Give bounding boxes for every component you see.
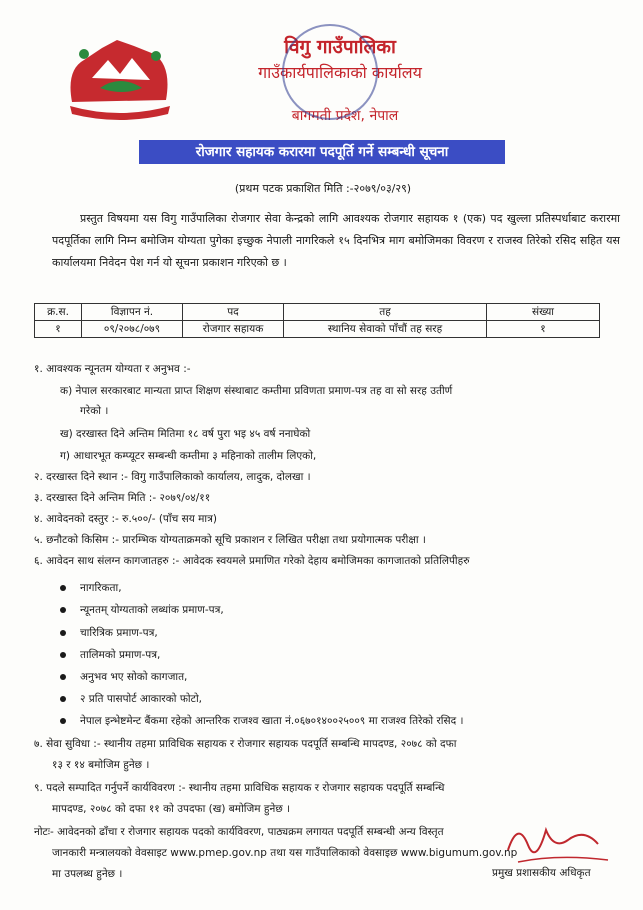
nepal-emblem-logo [62,30,177,120]
section-fee: ४. आवेदनको दस्तुर :- रु.५००/- (पाँच सय मात्र) [34,513,218,525]
table-header-cell: संख्या [487,304,600,321]
notice-title: रोजगार सहायक करारमा पदपूर्ति गर्ने सम्बन्धी सूचना [139,140,505,164]
table-cell: १ [487,321,600,338]
section-duties: ९. पदले सम्पादित गर्नुपर्ने कार्यविवरण :- स्थानीय तहमा प्राविधिक सहायक र रोजगार सहायक पदपूर्ति सम्बन्धि [34,782,445,794]
vacancy-table [34,303,600,338]
list-item: नागरिकता, [60,581,122,595]
section-location: २. दरखास्त दिने स्थान :- विगु गाउँपालिकाको कार्यालय, लादुक, दोलखा । [34,471,311,483]
bullet-icon [60,696,66,702]
table-header-cell: क्र.स. [35,304,82,321]
list-item: अनुभव भए सोको कागजात, [60,670,187,684]
qualification-b: ख) दरखास्त दिने अन्तिम मितिमा १८ वर्ष पुरा भइ ४५ वर्ष ननाघेको [60,428,311,440]
list-item: २ प्रति पासपोर्ट आकारको फोटो, [60,692,202,706]
table-row [35,321,600,338]
table-header-row [35,304,600,321]
table-header-cell: विज्ञापन नं. [82,304,183,321]
qualification-a: क) नेपाल सरकारबाट मान्यता प्राप्त शिक्षण संस्थाबाट कम्तीमा प्रविणता प्रमाण-पत्र तह वा सो सरह उतीर्ण [60,385,453,397]
table-header-cell: पद [183,304,284,321]
section-benefits-cont: १३ र १४ बमोजिम हुनेछ । [52,759,150,771]
signature-title: प्रमुख प्रशासकीय अधिकृत [492,867,591,879]
section-duties-cont: मापदण्ड, २०७८ को दफा ११ को उपदफा (ख) बमोजिम हुनेछ । [52,803,290,815]
bullet-icon [60,607,66,613]
section-documents: ६. आवेदन साथ संलग्न कागजातहरु :- आवेदक स्वयमले प्रमाणित गरेको देहाय बमोजिमका कागजातको प्रतिलिपीहरु [34,555,470,567]
qualification-c: ग) आधारभूत कम्प्यूटर सम्बन्धी कम्तीमा ३ महिनाको तालीम लिएको, [60,450,317,462]
office-stamp-icon [282,24,378,120]
section-qualification: १. आवश्यक न्यूनतम योग्यता र अनुभव :- [34,363,191,375]
table-header-cell: तह [284,304,487,321]
section-selection: ५. छनौटको किसिम :- प्रारम्भिक योग्यताक्रमको सूचि प्रकाशन र लिखित परीक्षा तथा प्रयोगात्मक परीक्षा । [34,534,426,546]
qualification-a-cont: गरेको । [80,405,109,417]
bullet-icon [60,674,66,680]
table-cell: ०९/२०७८/०७९ [82,321,183,338]
note-line-3: मा उपलब्ध हुनेछ । [52,868,123,880]
publish-date: (प्रथम पटक प्रकाशित मिति :-२०७९/०३/२९) [234,182,412,195]
note-line-1: नोटः- आवेदनको ढाँचा र रोजगार सहायक पदको कार्यविवरण, पाठ्यक्रम लगायत पदपूर्ति सम्बन्धी अन्य विस्तृत [34,826,444,838]
section-deadline: ३. दरखास्त दिने अन्तिम मिति :- २०७९/०४/११ [34,492,211,504]
office-subtitle: गाउँकार्यपालिकाको कार्यालय [258,63,422,82]
intro-paragraph: प्रस्तुत विषयमा यस विगु गाउँपालिका रोजगार सेवा केन्द्रको लागि आवश्यक रोजगार सहायक १ (एक) पद खुल्ला प्रतिस्पर्धाबाट करारमा पदपूर्तिका लागि निम्न बमोजिम योग्यता पुगेका इच्छुक नेपाली नागरिकले १५ दिनभित्र माग बमोजिमका विवरण र राजस्व तिरेको रसिद सहित यस कार्यालयमा निवेदन पेश गर्न यो सूचना प्रकाशन गरिएको छ । [52,212,620,269]
bullet-icon [60,718,66,724]
bullet-icon [60,630,66,636]
table-cell: रोजगार सहायक [183,321,284,338]
list-item: चारित्रिक प्रमाण-पत्र, [60,626,158,640]
list-item: तालिमको प्रमाण-पत्र, [60,648,160,662]
list-item: नेपाल इन्भेष्टमेन्ट बैंकमा रहेको आन्तरिक राजश्व खाता नं.०६७०१४००२५००९ मा राजश्व तिरेको रसिद । [60,714,463,728]
table-cell: १ [35,321,82,338]
office-address: बागमती प्रदेश, नेपाल [291,108,399,124]
table-cell: स्थानिय सेवाको पाँचौं तह सरह [284,321,487,338]
section-benefits: ७. सेवा सुविधा :- स्थानीय तहमा प्राविधिक सहायक र रोजगार सहायक पदपूर्ति सम्बन्धि मापदण्ड, २०७८ को दफा [34,738,457,750]
note-line-2: जानकारी मन्त्रालयको वेवसाइट www.pmep.gov.np तथा यस गाउँपालिकाको वेवसाइछ www.bigumum.gov.np [52,847,518,859]
office-name: विगु गाउँपालिका [284,36,396,58]
bullet-icon [60,585,66,591]
bullet-icon [60,652,66,658]
list-item: न्यूनतम् योग्यताको लब्धांक प्रमाण-पत्र, [60,603,224,617]
